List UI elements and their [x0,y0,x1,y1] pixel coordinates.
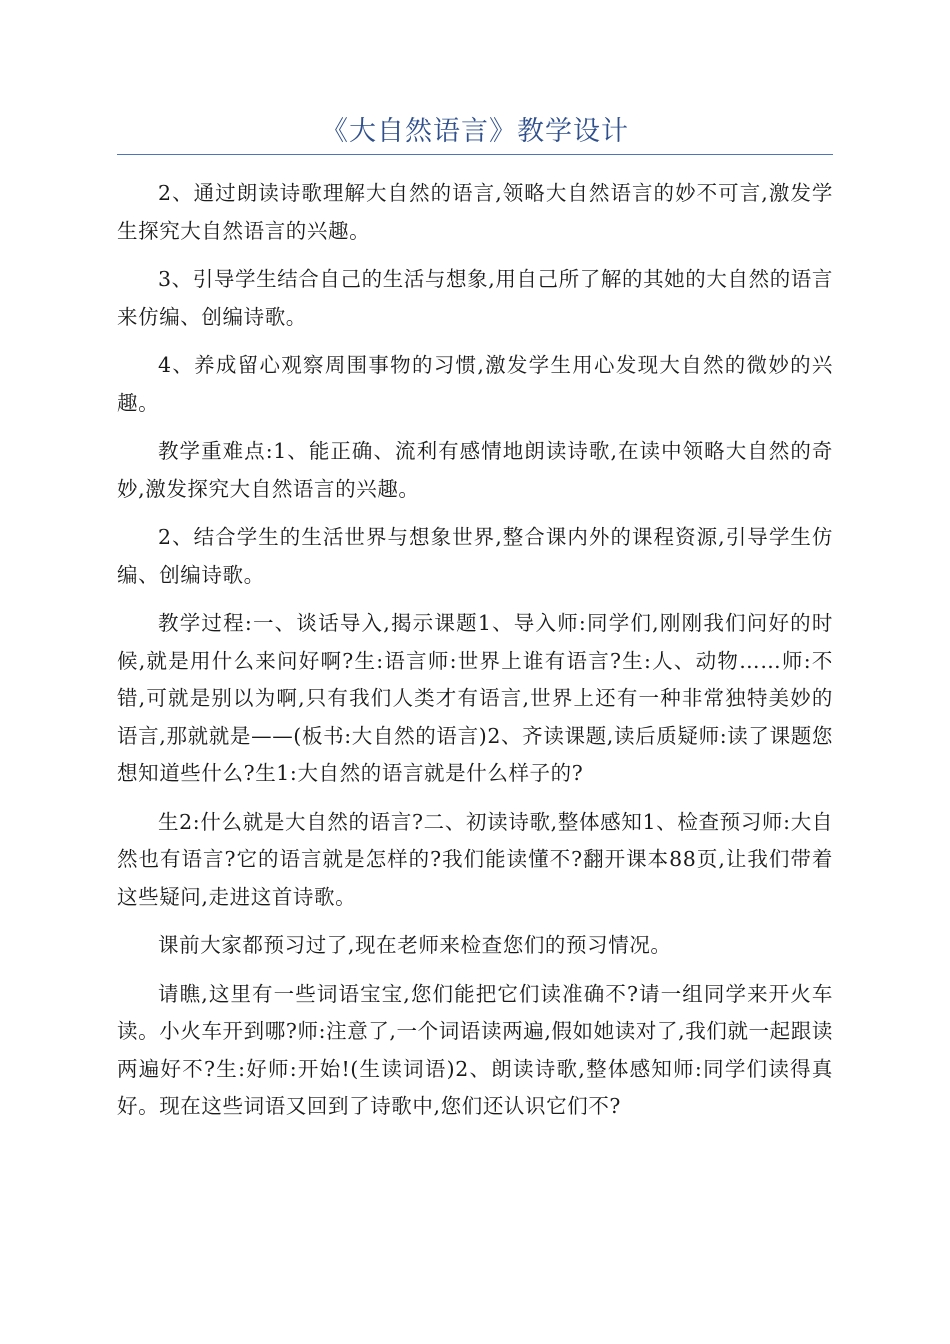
paragraph: 3、引导学生结合自己的生活与想象,用自己所了解的其她的大自然的语言来仿编、创编诗歌。 [117,267,833,329]
paragraph: 教学过程:一、谈话导入,揭示课题1、导入师:同学们,刚刚我们问好的时候,就是用什么来问好啊?生:语言师:世界上谁有语言?生:人、动物……师:不错,可就是别以为啊,只有我们人类才有语言,世界上还有一种非常独特美妙的语言,那就就是——(板书:大自然的语言)2、齐读课题,读后质疑师:读了课题您想知道些什么?生1:大自然的语言就是什么样子的? [117,611,833,785]
paragraph: 教学重难点:1、能正确、流利有感情地朗读诗歌,在读中领略大自然的奇妙,激发探究大自然语言的兴趣。 [117,439,833,501]
paragraph: 2、结合学生的生活世界与想象世界,整合课内外的课程资源,引导学生仿编、创编诗歌。 [117,525,833,587]
paragraph: 2、通过朗读诗歌理解大自然的语言,领略大自然语言的妙不可言,激发学生探究大自然语言的兴趣。 [117,181,833,243]
paragraph: 生2:什么就是大自然的语言?二、初读诗歌,整体感知1、检查预习师:大自然也有语言?它的语言就是怎样的?我们能读懂不?翻开课本88页,让我们带着这些疑问,走进这首诗歌。 [117,809,833,909]
paragraph: 请瞧,这里有一些词语宝宝,您们能把它们读准确不?请一组同学来开火车读。小火车开到哪?师:注意了,一个词语读两遍,假如她读对了,我们就一起跟读两遍好不?生:好师:开始!(生读词语)2、朗读诗歌,整体感知师:同学们读得真好。现在这些词语又回到了诗歌中,您们还认识它们不? [117,981,833,1118]
paragraph: 课前大家都预习过了,现在老师来检查您们的预习情况。 [158,933,672,957]
document-body [117,175,833,1137]
title-underline [117,154,833,155]
document-title: 《大自然语言》教学设计 [321,116,629,147]
paragraph: 4、养成留心观察周围事物的习惯,激发学生用心发现大自然的微妙的兴趣。 [117,353,833,415]
